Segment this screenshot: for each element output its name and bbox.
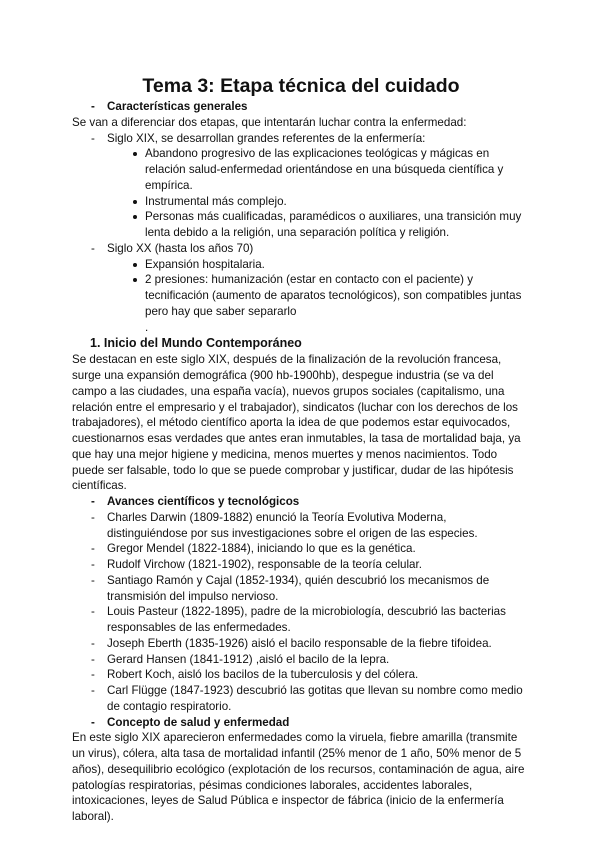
bullet-item: Abandono progresivo de las explicaciones teológicas y mágicas en relación salud-enfermedad orientándose en una búsqueda científica y empírica. [72, 146, 530, 193]
document-title: Tema 3: Etapa técnica del cuidado [142, 75, 460, 97]
list-item: - Siglo XIX, se desarrollan grandes referentes de la enfermería: [72, 131, 530, 147]
list-item: - Siglo XX (hasta los años 70) [72, 241, 530, 257]
document-page [72, 74, 530, 825]
bullet-item: Personas más cualificadas, paramédicos o auxiliares, una transición muy lenta debido a la religión, una separación política y religión. [72, 209, 530, 241]
stray-dot: . [145, 320, 149, 334]
list-item: - Gerard Hansen (1841-1912) ,aisló el bacilo de la lepra. [72, 652, 530, 668]
bullet-item: Expansión hospitalaria. [72, 257, 530, 273]
list-item: - Carl Flügge (1847-1923) descubrió las gotitas que llevan su nombre como medio de contagio respiratorio. [72, 683, 530, 715]
section-heading-mundo-contemporaneo: 1. Inicio del Mundo Contemporáneo [90, 336, 302, 351]
paragraph: Se destacan en este siglo XIX, después de la finalización de la revolución francesa, surge una expansión demográfica (900 hb-1900hb), despegue industria (se va del campo a las ciudades, una españa vacía), nuevos grupos sociales (capitalismo, una relación entre el empresario y el trabajador), sindicatos (luchar con los derechos de los trabajadores), el método científico aporta la idea de que podemos estar equivocados, cuestionarnos esas verdades que antes eran inmutables, la tasa de mortalidad baja, ya que hay una mejor higiene y medicina, menos muertes y menos nacimientos. Todo puede ser falsable, todo lo que se puede comprobar y justificar, dudar de las hipótesis científicas. [72, 353, 521, 493]
list-item: - Joseph Eberth (1835-1926) aisló el bacilo responsable de la fiebre tifoidea. [72, 636, 530, 652]
bullet-item: Instrumental más complejo. [72, 194, 530, 210]
paragraph: Se van a diferenciar dos etapas, que intentarán luchar contra la enfermedad: [72, 115, 467, 129]
list-item: - Robert Koch, aisló los bacilos de la tuberculosis y del cólera. [72, 667, 530, 683]
list-item: - Louis Pasteur (1822-1895), padre de la microbiología, descubrió las bacterias responsables de las enfermedades. [72, 604, 530, 636]
bullet-item: 2 presiones: humanización (estar en contacto con el paciente) y tecnificación (aumento de aparatos tecnológicos), son compatibles juntas pero hay que saber separarlo [72, 272, 530, 319]
list-item: - Charles Darwin (1809-1882) enunció la Teoría Evolutiva Moderna, distinguiéndose por sus investigaciones sobre el origen de las especies. [72, 510, 530, 542]
subheading-avances: - Avances científicos y tecnológicos [72, 494, 530, 510]
list-item: - Rudolf Virchow (1821-1902), responsable de la teoría celular. [72, 557, 530, 573]
list-item: - Santiago Ramón y Cajal (1852-1934), quién descubrió los mecanismos de transmisión del impulso nervioso. [72, 573, 530, 605]
paragraph: En este siglo XIX aparecieron enfermedades como la viruela, fiebre amarilla (transmite un virus), cólera, alta tasa de mortalidad infantil (25% menor de 1 año, 50% menor de 5 años), desequilibrio ecológico (explotación de los recursos, contaminación de agua, aire patologías respiratorias, pésimas condiciones laborales, accidentes laborales, intoxicaciones, leyes de Salud Pública e inspector de fábrica (inicio de la enfermería laboral). [72, 731, 525, 823]
section-heading-caracteristicas: - Características generales [72, 99, 530, 115]
subheading-concepto: - Concepto de salud y enfermedad [72, 715, 530, 731]
list-item: - Gregor Mendel (1822-1884), iniciando lo que es la genética. [72, 541, 530, 557]
